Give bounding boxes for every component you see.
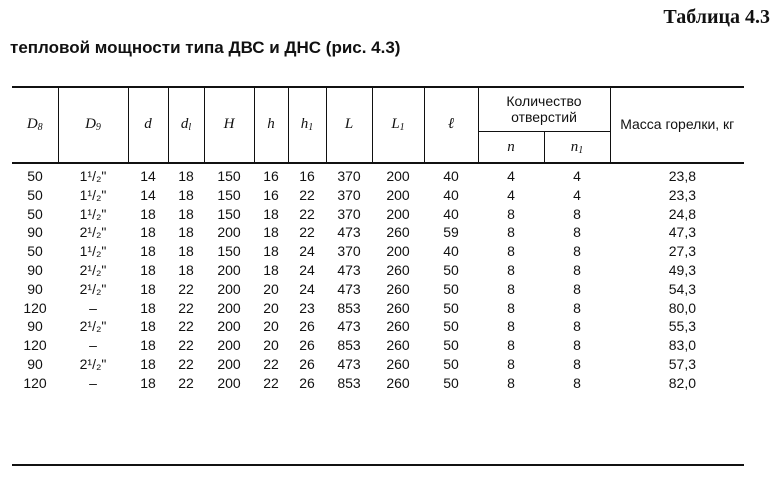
cell-d1: 18 <box>178 168 194 184</box>
col-header-d: d <box>128 87 168 163</box>
cell-d: 18 <box>140 299 156 316</box>
cell-d: 18 <box>140 280 156 297</box>
cell-L1: 260 <box>386 299 410 316</box>
cell-n: 8 <box>507 318 515 335</box>
cell-h1: 24 <box>299 280 315 297</box>
cell-d: 18 <box>140 318 156 335</box>
cell-mass: 54,3 <box>668 280 696 297</box>
cell-mass: 24,8 <box>668 205 696 222</box>
cell-l: 50 <box>443 355 459 372</box>
cell-d9: – <box>89 374 97 391</box>
cell-h1: 26 <box>299 337 315 354</box>
cell-l: 50 <box>443 374 459 391</box>
cell-mass: 23,8 <box>668 168 696 184</box>
cell-h1: 23 <box>299 299 315 316</box>
bottom-rule <box>12 464 744 466</box>
table-row <box>12 205 744 224</box>
cell-d1: 22 <box>178 280 194 297</box>
cell-d: 18 <box>140 337 156 354</box>
cell-d9: – <box>89 299 97 316</box>
cell-H: 150 <box>217 243 241 260</box>
cell-h: 22 <box>263 355 279 372</box>
cell-n: 8 <box>507 205 515 222</box>
cell-H: 150 <box>217 205 241 222</box>
cell-L1: 260 <box>386 224 410 241</box>
cell-mass: 80,0 <box>668 299 696 316</box>
cell-H: 200 <box>217 355 241 372</box>
cell-L1: 200 <box>386 186 410 203</box>
cell-d8: 90 <box>27 261 43 278</box>
cell-L1: 260 <box>386 337 410 354</box>
cell-n1: 8 <box>573 205 581 222</box>
cell-h: 18 <box>263 224 279 241</box>
cell-H: 200 <box>217 318 241 335</box>
cell-h: 22 <box>263 374 279 391</box>
cell-h: 18 <box>263 243 279 260</box>
cell-l: 50 <box>443 280 459 297</box>
cell-n1: 8 <box>573 224 581 241</box>
cell-d1: 18 <box>178 261 194 278</box>
cell-h1: 22 <box>299 186 315 203</box>
cell-mass: 47,3 <box>668 224 696 241</box>
cell-H: 150 <box>217 168 241 184</box>
cell-mass: 82,0 <box>668 374 696 391</box>
table-number: Таблица 4.3 <box>663 6 770 28</box>
cell-d9: 1¹/₂" <box>79 186 107 203</box>
cell-mass: 55,3 <box>668 318 696 335</box>
cell-n: 8 <box>507 224 515 241</box>
cell-L: 853 <box>337 374 361 391</box>
cell-h: 20 <box>263 318 279 335</box>
cell-d9: 1¹/₂" <box>79 168 107 184</box>
col-header-d1: $d_l$ <box>168 87 204 163</box>
cell-h1: 26 <box>299 355 315 372</box>
cell-n: 4 <box>507 186 515 203</box>
cell-n: 8 <box>507 337 515 354</box>
cell-L1: 200 <box>386 205 410 222</box>
cell-n1: 4 <box>573 168 581 184</box>
cell-L: 473 <box>337 261 361 278</box>
cell-n1: 4 <box>573 186 581 203</box>
cell-n: 8 <box>507 261 515 278</box>
cell-n: 8 <box>507 355 515 372</box>
cell-d1: 18 <box>178 243 194 260</box>
cell-L1: 200 <box>386 168 410 184</box>
cell-n1: 8 <box>573 243 581 260</box>
cell-L1: 260 <box>386 318 410 335</box>
cell-d8: 90 <box>27 355 43 372</box>
cell-mass: 49,3 <box>668 261 696 278</box>
col-header-h: h <box>254 87 288 163</box>
cell-d1: 22 <box>178 374 194 391</box>
cell-h: 20 <box>263 299 279 316</box>
cell-H: 200 <box>217 280 241 297</box>
col-header-d9: $D_9$ <box>58 87 128 163</box>
col-header-d8: $D_8$ <box>12 87 58 163</box>
cell-d9: 2¹/₂" <box>79 280 107 297</box>
table-row <box>12 336 744 355</box>
cell-d8: 120 <box>23 337 47 354</box>
cell-L1: 260 <box>386 280 410 297</box>
cell-d1: 18 <box>178 224 194 241</box>
cell-L: 473 <box>337 318 361 335</box>
cell-d: 18 <box>140 205 156 222</box>
cell-L: 370 <box>337 205 361 222</box>
cell-H: 200 <box>217 299 241 316</box>
cell-mass: 83,0 <box>668 337 696 354</box>
cell-h1: 16 <box>299 168 315 184</box>
table-row <box>12 223 744 242</box>
cell-H: 200 <box>217 261 241 278</box>
cell-h1: 22 <box>299 205 315 222</box>
cell-d9: – <box>89 337 97 354</box>
table-row <box>12 317 744 336</box>
cell-L: 370 <box>337 243 361 260</box>
cell-l: 40 <box>443 205 459 222</box>
cell-l: 40 <box>443 168 459 184</box>
col-header-n: n <box>478 132 544 164</box>
cell-d8: 50 <box>27 168 43 184</box>
cell-L: 473 <box>337 224 361 241</box>
cell-n: 8 <box>507 280 515 297</box>
cell-n1: 8 <box>573 355 581 372</box>
cell-d9: 1¹/₂" <box>79 243 107 260</box>
cell-d8: 120 <box>23 299 47 316</box>
table-heading: тепловой мощности типа ДВС и ДНС (рис. 4.3) <box>10 38 401 57</box>
cell-n: 4 <box>507 168 515 184</box>
cell-l: 59 <box>443 224 459 241</box>
cell-d8: 90 <box>27 280 43 297</box>
col-header-H: H <box>204 87 254 163</box>
cell-h: 16 <box>263 168 279 184</box>
cell-d: 14 <box>140 168 156 184</box>
col-header-L1: $L_1$ <box>372 87 424 163</box>
cell-L: 853 <box>337 337 361 354</box>
cell-h1: 24 <box>299 243 315 260</box>
cell-d8: 50 <box>27 205 43 222</box>
cell-n: 8 <box>507 243 515 260</box>
cell-d1: 18 <box>178 186 194 203</box>
cell-l: 40 <box>443 243 459 260</box>
cell-d1: 22 <box>178 299 194 316</box>
table-row <box>12 242 744 261</box>
cell-l: 40 <box>443 186 459 203</box>
table-row <box>12 186 744 205</box>
cell-d8: 90 <box>27 318 43 335</box>
cell-d1: 22 <box>178 337 194 354</box>
cell-d: 18 <box>140 355 156 372</box>
cell-h1: 22 <box>299 224 315 241</box>
col-header-mass: Масса горелки, кг <box>610 87 744 163</box>
cell-n1: 8 <box>573 299 581 316</box>
cell-d8: 50 <box>27 243 43 260</box>
cell-n: 8 <box>507 299 515 316</box>
cell-h1: 26 <box>299 318 315 335</box>
cell-d8: 120 <box>23 374 47 391</box>
cell-d9: 1¹/₂" <box>79 205 107 222</box>
cell-n: 8 <box>507 374 515 391</box>
cell-h1: 24 <box>299 261 315 278</box>
cell-l: 50 <box>443 299 459 316</box>
cell-l: 50 <box>443 318 459 335</box>
cell-h: 20 <box>263 337 279 354</box>
col-header-n1: $n_1$ <box>544 132 610 164</box>
cell-d: 14 <box>140 186 156 203</box>
cell-H: 150 <box>217 186 241 203</box>
cell-L1: 200 <box>386 243 410 260</box>
cell-d1: 18 <box>178 205 194 222</box>
cell-L: 473 <box>337 280 361 297</box>
cell-mass: 23,3 <box>668 186 696 203</box>
cell-H: 200 <box>217 224 241 241</box>
cell-d8: 90 <box>27 224 43 241</box>
cell-d: 18 <box>140 224 156 241</box>
cell-d1: 22 <box>178 318 194 335</box>
cell-d: 18 <box>140 261 156 278</box>
cell-L: 370 <box>337 168 361 184</box>
cell-n1: 8 <box>573 280 581 297</box>
cell-H: 200 <box>217 374 241 391</box>
cell-d9: 2¹/₂" <box>79 318 107 335</box>
table-row <box>12 355 744 374</box>
col-header-holes-group: Количество отверстий <box>478 87 610 132</box>
col-header-h1: $h_1$ <box>288 87 326 163</box>
cell-L1: 260 <box>386 261 410 278</box>
cell-L: 473 <box>337 355 361 372</box>
cell-n1: 8 <box>573 374 581 391</box>
burner-spec-table <box>12 87 744 393</box>
cell-L1: 260 <box>386 355 410 372</box>
table-row <box>12 261 744 280</box>
cell-d9: 2¹/₂" <box>79 224 107 241</box>
cell-n1: 8 <box>573 337 581 354</box>
cell-n1: 8 <box>573 318 581 335</box>
col-header-l: ℓ <box>424 87 478 163</box>
cell-d: 18 <box>140 243 156 260</box>
cell-n1: 8 <box>573 261 581 278</box>
cell-L1: 260 <box>386 374 410 391</box>
table-row <box>12 299 744 318</box>
cell-d9: 2¹/₂" <box>79 355 107 372</box>
cell-L: 853 <box>337 299 361 316</box>
table-row <box>12 374 744 393</box>
cell-h: 20 <box>263 280 279 297</box>
cell-d1: 22 <box>178 355 194 372</box>
cell-H: 200 <box>217 337 241 354</box>
cell-l: 50 <box>443 337 459 354</box>
cell-L: 370 <box>337 186 361 203</box>
cell-mass: 57,3 <box>668 355 696 372</box>
table-row <box>12 163 744 186</box>
cell-d8: 50 <box>27 186 43 203</box>
col-header-L: L <box>326 87 372 163</box>
cell-d9: 2¹/₂" <box>79 261 107 278</box>
cell-h: 16 <box>263 186 279 203</box>
cell-h: 18 <box>263 205 279 222</box>
cell-h1: 26 <box>299 374 315 391</box>
table-row <box>12 280 744 299</box>
cell-l: 50 <box>443 261 459 278</box>
cell-h: 18 <box>263 261 279 278</box>
cell-mass: 27,3 <box>668 243 696 260</box>
cell-d: 18 <box>140 374 156 391</box>
